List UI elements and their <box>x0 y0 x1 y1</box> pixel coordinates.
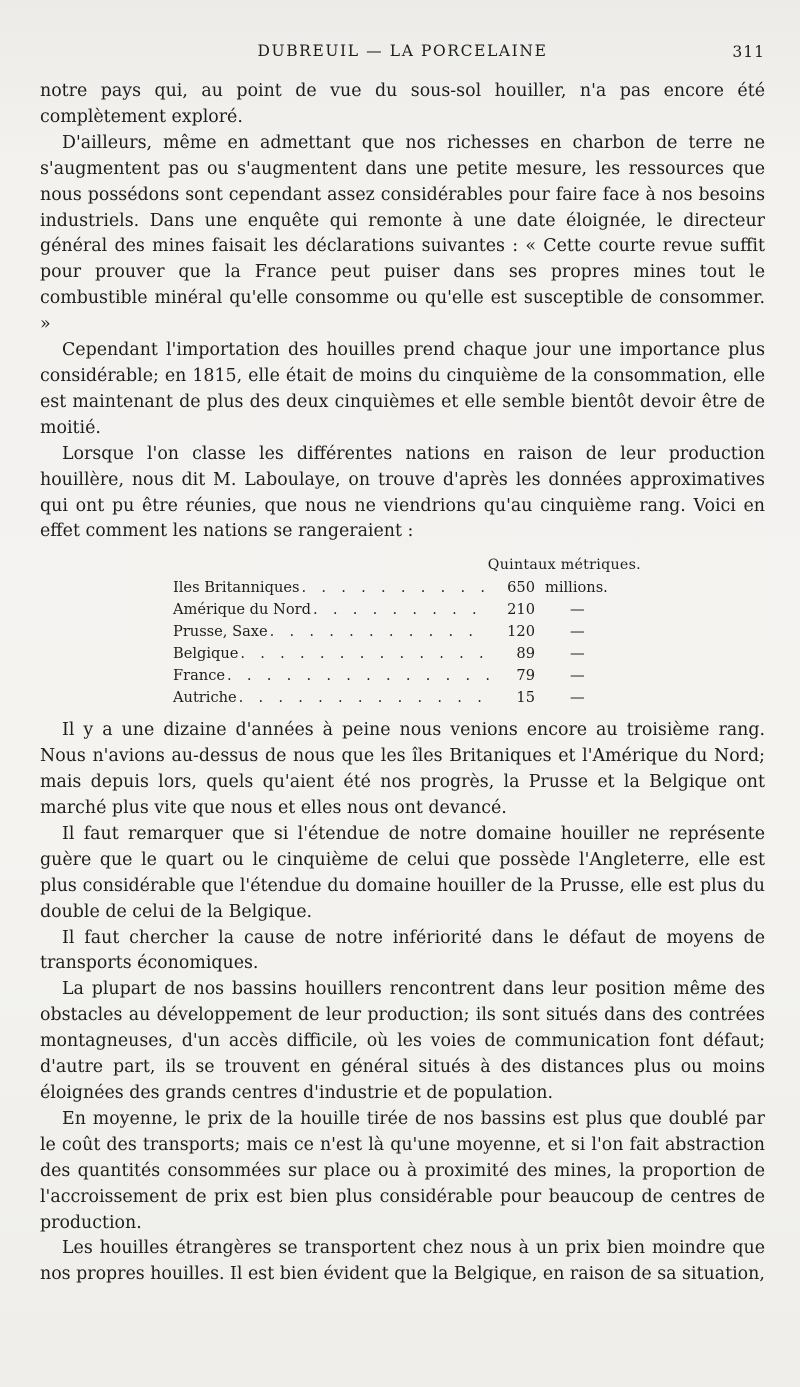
production-unit: — <box>570 601 585 619</box>
leader-dots <box>270 621 489 643</box>
production-amount: 79 <box>516 667 535 685</box>
production-amount: 120 <box>507 623 535 641</box>
paragraph: Cependant l'importation des houilles prend chaque jour une importance plus considérable; en 1815, elle était de moins du cinquième de la consommation, elle est maintenant de plus des deux cinquièmes et elle semble bientôt devoir être de moitié. <box>40 340 765 438</box>
table-caption: Quintaux métriques. <box>487 557 641 574</box>
production-unit: — <box>570 623 585 641</box>
paragraph: notre pays qui, au point de vue du sous-sol houiller, n'a pas encore été complètement exploré. <box>40 81 765 127</box>
paragraph: D'ailleurs, même en admettant que nos richesses en charbon de terre ne s'augmentent pas ou s'augmentent dans une petite mesure, les ressources que nous possédons sont cependant assez considérables pour faire face à nos besoins industriels. Dans une enquête qui remonte à une date éloignée, le directeur général des mines faisait les déclarations suivantes : « Cette courte revue suffit pour prouver que la France peut puiser dans ses propres mines tout le combustible minéral qu'elle consomme ou qu'elle est susceptible de consommer. » <box>40 132 765 335</box>
leader-dots <box>240 643 489 665</box>
table-row <box>173 665 640 687</box>
country-name: Iles Britanniques <box>173 579 300 597</box>
table-row <box>173 599 640 621</box>
paragraph: Il faut chercher la cause de notre infériorité dans le défaut de moyens de transports économiques. <box>40 927 765 974</box>
country-name: Prusse, Saxe <box>173 623 268 641</box>
paragraph: En moyenne, le prix de la houille tirée de nos bassins est plus que doublé par le coût des transports; mais ce n'est là qu'une moyenne, et si l'on fait abstraction des quantités consommées sur place ou à proximité des mines, la proportion de l'accroissement de prix est bien plus considérable pour beaucoup de centres de production. <box>40 1108 765 1233</box>
production-amount: 650 <box>507 579 535 597</box>
table-row <box>173 643 640 665</box>
body-text <box>40 79 765 1288</box>
paragraph: Il faut remarquer que si l'étendue de notre domaine houiller ne représente guère que le quart ou le cinquième de celui que possède l'Angleterre, elle est plus considérable que l'étendue du domaine houiller de la Prusse, elle est plus du double de celui de la Belgique. <box>40 823 765 922</box>
running-head <box>40 42 765 64</box>
production-unit: millions. <box>545 579 608 597</box>
paragraph: La plupart de nos bassins houillers rencontrent dans leur position même des obstacles au développement de leur production; ils sont situés dans des contrées montagneuses, d'un accès difficile, où les voies de communication font défaut; d'autre part, ils se trouvent en général situés à des distances plus ou moins éloignées des grands centres d'industrie et de population. <box>40 979 765 1103</box>
table-row <box>173 621 640 643</box>
country-name: France <box>173 667 226 685</box>
production-amount: 15 <box>516 689 535 707</box>
paragraph: Il y a une dizaine d'années à peine nous venions encore au troisième rang. Nous n'avions au-dessus de nous que les îles Britaniques et l'Amérique du Nord; mais depuis lors, quels qu'aient été nos progrès, la Prusse et la Belgique ont marché plus vite que nous et elles nous ont devancé. <box>40 720 765 819</box>
production-amount: 89 <box>516 645 535 663</box>
page-number: 311 <box>732 43 765 61</box>
paragraph: Les houilles étrangères se transportent chez nous à un prix bien moindre que nos propres houilles. Il est bien évident que la Belgique, en raison de sa situation, <box>40 1238 765 1285</box>
production-unit: — <box>570 645 585 663</box>
table-row <box>173 687 640 709</box>
running-title: DUBREUIL — LA PORCELAINE <box>257 42 548 60</box>
country-name: Belgique <box>173 645 239 663</box>
paragraph: Lorsque l'on classe les différentes nations en raison de leur production houillère, nous dit M. Laboulaye, on trouve d'après les données approximatives qui ont pu être réunies, que nous ne viendrions qu'au cinquième rang. Voici en effet comment les nations se rangeraient : <box>40 443 765 542</box>
leader-dots <box>313 599 489 621</box>
production-amount: 210 <box>507 601 535 619</box>
table-row <box>173 577 640 599</box>
coal-production-table <box>40 554 765 709</box>
production-unit: — <box>570 689 585 707</box>
leader-dots <box>227 665 489 687</box>
country-name: Amérique du Nord <box>173 601 311 619</box>
country-name: Autriche <box>173 689 237 707</box>
production-unit: — <box>570 667 585 685</box>
leader-dots <box>301 577 489 599</box>
leader-dots <box>239 687 489 709</box>
